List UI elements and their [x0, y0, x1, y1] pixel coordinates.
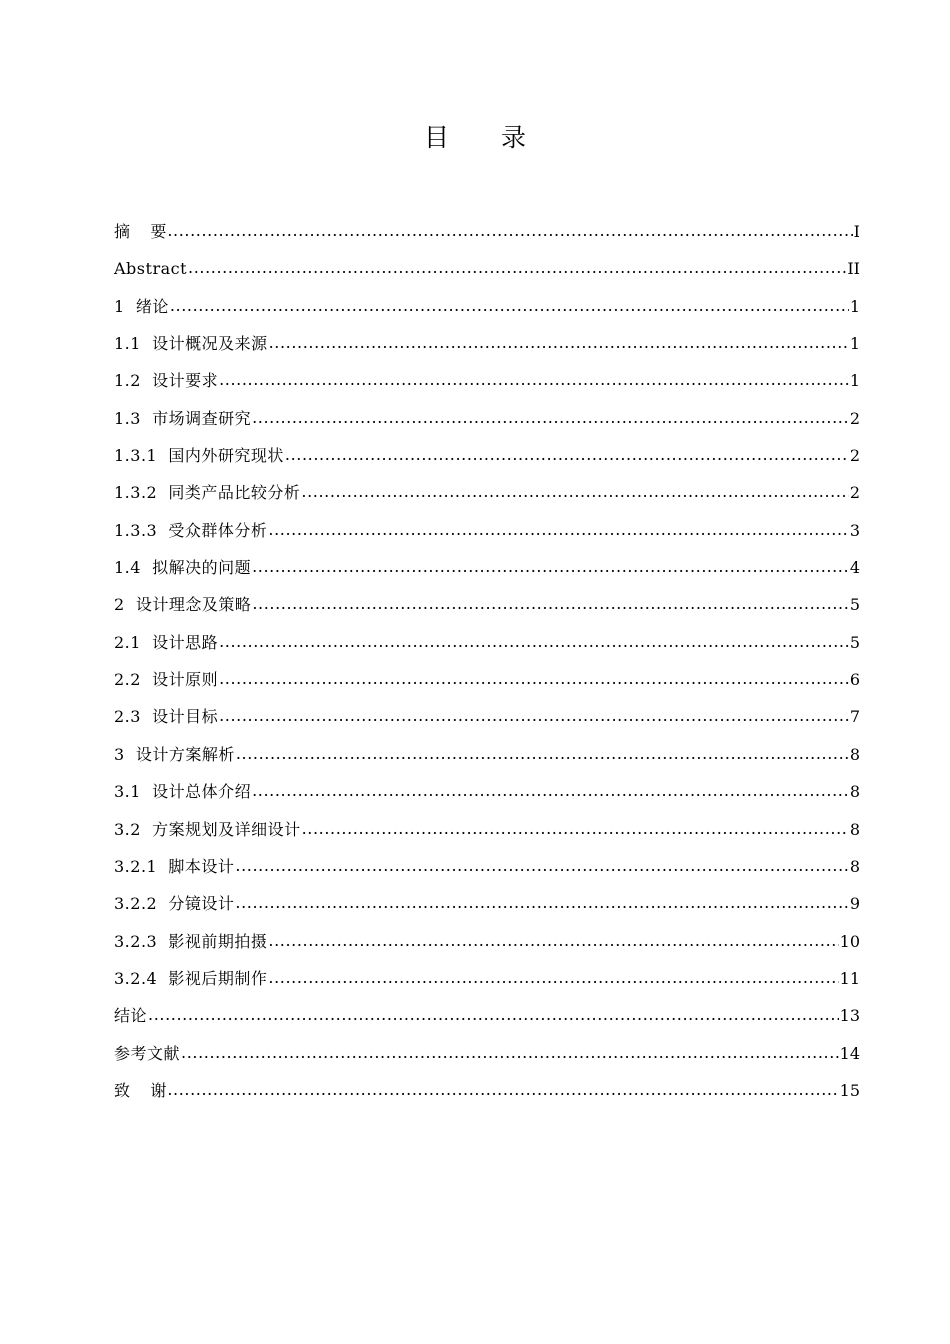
toc-entry-1-1[interactable] [114, 325, 860, 362]
toc-entry-page: 13 [839, 1006, 860, 1026]
toc-entry-page: I [853, 222, 860, 241]
toc-dot-leader [148, 996, 839, 1033]
toc-entry-label: 1.3 市场调查研究 [114, 408, 252, 428]
toc-entry-label: 1.2 设计要求 [114, 371, 219, 391]
toc-entry-label: 致 谢 [114, 1080, 167, 1100]
toc-entry-references[interactable] [114, 1035, 860, 1072]
toc-entry-1-2[interactable] [114, 362, 860, 399]
toc-entry-page: 1 [849, 334, 860, 354]
toc-dot-leader [301, 473, 848, 510]
toc-dot-leader [236, 735, 849, 772]
toc-entry-3-2[interactable] [114, 811, 860, 848]
toc-entry-page: II [847, 259, 860, 279]
toc-entry-2-2[interactable] [114, 661, 860, 698]
toc-entry-label: 3.2.4 影视后期制作 [114, 968, 268, 988]
toc-entry-page: 2 [849, 483, 860, 503]
toc-entry-conclusion[interactable] [114, 997, 860, 1034]
toc-entry-label: 2 设计理念及策略 [114, 595, 252, 615]
toc-entry-3-2-1[interactable] [114, 848, 860, 885]
toc-entry-page: 7 [849, 707, 860, 727]
toc-entry-label: 3 设计方案解析 [114, 744, 235, 764]
toc-dot-leader [252, 548, 849, 585]
toc-entry-page: 8 [849, 819, 860, 839]
toc-entry-label: 摘 要 [114, 222, 167, 241]
toc-entry-1-4[interactable] [114, 549, 860, 586]
toc-entry-1-3[interactable] [114, 400, 860, 437]
toc-entry-page: 9 [849, 894, 860, 914]
toc-dot-leader [181, 1034, 839, 1071]
toc-entry-abstract-zh[interactable] [114, 213, 860, 250]
toc-entry-page: 10 [839, 931, 860, 951]
toc-entry-page: 8 [849, 744, 860, 764]
toc-entry-label: 3.2.1 脚本设计 [114, 856, 235, 876]
toc-entry-page: 1 [849, 296, 860, 316]
toc-entry-1[interactable] [114, 288, 860, 325]
toc-entry-page: 6 [849, 670, 860, 690]
toc-entry-1-3-2[interactable] [114, 474, 860, 511]
page-title: 目 录 [424, 123, 548, 152]
toc-entry-label: 2.1 设计思路 [114, 632, 219, 652]
toc-entry-label: 结论 [114, 1006, 148, 1026]
toc-entry-label: 2.2 设计原则 [114, 670, 219, 690]
toc-dot-leader [219, 623, 849, 660]
toc-entry-label: 2.3 设计目标 [114, 707, 219, 727]
toc-entry-page: 8 [849, 856, 860, 876]
toc-dot-leader [219, 361, 849, 398]
toc-dot-leader [285, 436, 849, 473]
toc-entry-label: 1.3.1 国内外研究现状 [114, 446, 284, 466]
toc-dot-leader [167, 212, 852, 249]
table-of-contents [114, 213, 860, 1109]
toc-entry-acknowledgements[interactable] [114, 1072, 860, 1109]
toc-entry-label: 3.2.2 分镜设计 [114, 894, 235, 914]
toc-entry-3[interactable] [114, 736, 860, 773]
toc-dot-leader [235, 847, 848, 884]
toc-entry-2[interactable] [114, 586, 860, 623]
toc-entry-label: 3.1 设计总体介绍 [114, 782, 252, 802]
toc-dot-leader [170, 287, 849, 324]
toc-dot-leader [252, 585, 848, 622]
toc-entry-1-3-3[interactable] [114, 512, 860, 549]
toc-entry-page: 1 [849, 371, 860, 391]
toc-entry-page: 3 [849, 520, 860, 540]
toc-entry-3-2-2[interactable] [114, 885, 860, 922]
toc-entry-label: 参考文献 [114, 1043, 181, 1063]
toc-dot-leader [268, 922, 838, 959]
toc-entry-label: 1 绪论 [114, 296, 169, 316]
toc-entry-label: 3.2 方案规划及详细设计 [114, 819, 301, 839]
toc-entry-page: 15 [839, 1080, 860, 1100]
toc-dot-leader [219, 660, 849, 697]
toc-dot-leader [252, 772, 849, 809]
toc-entry-page: 5 [849, 632, 860, 652]
toc-entry-page: 2 [849, 408, 860, 428]
toc-entry-label: Abstract [114, 259, 188, 279]
toc-entry-page: 2 [849, 446, 860, 466]
toc-dot-leader [302, 810, 849, 847]
toc-entry-3-2-3[interactable] [114, 923, 860, 960]
toc-entry-label: 1.4 拟解决的问题 [114, 558, 252, 578]
toc-entry-label: 1.3.2 同类产品比较分析 [114, 483, 301, 503]
toc-entry-label: 1.3.3 受众群体分析 [114, 520, 268, 540]
toc-dot-leader [188, 249, 846, 286]
toc-dot-leader [269, 324, 849, 361]
toc-entry-page: 14 [839, 1043, 860, 1063]
toc-entry-label: 3.2.3 影视前期拍摄 [114, 931, 268, 951]
toc-entry-2-3[interactable] [114, 698, 860, 735]
toc-entry-label: 1.1 设计概况及来源 [114, 334, 268, 354]
toc-entry-page: 8 [849, 782, 860, 802]
toc-entry-2-1[interactable] [114, 624, 860, 661]
toc-dot-leader [235, 884, 848, 921]
toc-dot-leader [219, 697, 849, 734]
toc-entry-page: 4 [849, 558, 860, 578]
toc-dot-leader [268, 959, 838, 996]
toc-dot-leader [268, 511, 848, 548]
toc-entry-3-1[interactable] [114, 773, 860, 810]
toc-entry-3-2-4[interactable] [114, 960, 860, 997]
toc-entry-1-3-1[interactable] [114, 437, 860, 474]
toc-entry-page: 11 [839, 968, 860, 988]
toc-dot-leader [252, 399, 849, 436]
toc-entry-page: 5 [849, 595, 860, 615]
toc-entry-abstract-en[interactable] [114, 250, 860, 287]
toc-dot-leader [167, 1071, 838, 1108]
